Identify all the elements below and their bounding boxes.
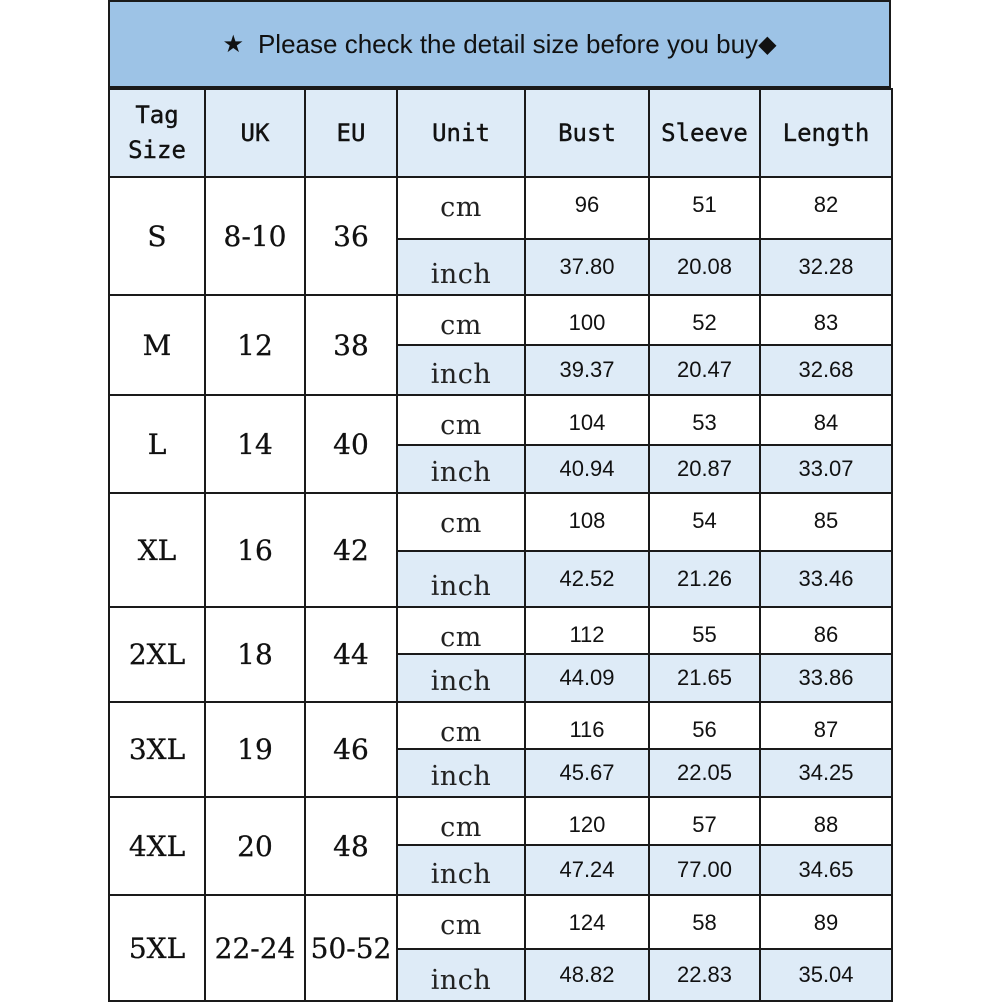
size-chart-table xyxy=(108,88,893,1002)
bust-cell: 108 xyxy=(525,493,649,551)
unit-cell: cm xyxy=(397,895,525,949)
length-cell: 32.28 xyxy=(760,239,892,295)
diamond-icon: ◆ xyxy=(758,30,777,58)
uk-size-cell: 22-24 xyxy=(205,895,305,1001)
unit-cell: cm xyxy=(397,395,525,445)
tag-size-cell: 2XL xyxy=(109,607,205,702)
eu-size-cell: 36 xyxy=(305,177,397,295)
bust-cell: 116 xyxy=(525,702,649,749)
uk-size-cell: 12 xyxy=(205,295,305,395)
sleeve-cell: 22.83 xyxy=(649,949,760,1001)
tag-size-cell: XL xyxy=(109,493,205,607)
unit-cell: inch xyxy=(397,654,525,702)
length-cell: 89 xyxy=(760,895,892,949)
tag-size-cell: M xyxy=(109,295,205,395)
star-icon: ★ xyxy=(222,30,244,58)
length-cell: 32.68 xyxy=(760,345,892,395)
length-cell: 84 xyxy=(760,395,892,445)
uk-size-cell: 16 xyxy=(205,493,305,607)
table-row xyxy=(109,702,892,749)
length-cell: 83 xyxy=(760,295,892,345)
sleeve-cell: 20.47 xyxy=(649,345,760,395)
bust-cell: 42.52 xyxy=(525,551,649,607)
tag-size-cell: 5XL xyxy=(109,895,205,1001)
table-row xyxy=(109,177,892,239)
length-cell: 86 xyxy=(760,607,892,654)
tag-size-cell: 4XL xyxy=(109,797,205,895)
length-cell: 35.04 xyxy=(760,949,892,1001)
uk-size-cell: 8-10 xyxy=(205,177,305,295)
uk-size-cell: 18 xyxy=(205,607,305,702)
sleeve-cell: 54 xyxy=(649,493,760,551)
bust-cell: 47.24 xyxy=(525,845,649,895)
unit-cell: cm xyxy=(397,295,525,345)
sleeve-cell: 20.87 xyxy=(649,445,760,493)
unit-cell: inch xyxy=(397,551,525,607)
bust-cell: 124 xyxy=(525,895,649,949)
unit-cell: cm xyxy=(397,177,525,239)
unit-cell: cm xyxy=(397,702,525,749)
header-uk: UK xyxy=(205,89,305,177)
bust-cell: 120 xyxy=(525,797,649,845)
eu-size-cell: 48 xyxy=(305,797,397,895)
unit-cell: inch xyxy=(397,845,525,895)
uk-size-cell: 19 xyxy=(205,702,305,797)
length-cell: 33.07 xyxy=(760,445,892,493)
bust-cell: 112 xyxy=(525,607,649,654)
unit-cell: cm xyxy=(397,797,525,845)
sleeve-cell: 53 xyxy=(649,395,760,445)
length-cell: 88 xyxy=(760,797,892,845)
length-cell: 85 xyxy=(760,493,892,551)
sleeve-cell: 51 xyxy=(649,177,760,239)
table-row xyxy=(109,295,892,345)
header-tag-size xyxy=(109,89,205,177)
bust-cell: 45.67 xyxy=(525,749,649,797)
sleeve-cell: 77.00 xyxy=(649,845,760,895)
header-length: Length xyxy=(760,89,892,177)
table-row xyxy=(109,395,892,445)
bust-cell: 100 xyxy=(525,295,649,345)
tag-size-cell: 3XL xyxy=(109,702,205,797)
tag-size-cell: S xyxy=(109,177,205,295)
header-tag-size-line2: Size xyxy=(128,136,186,164)
uk-size-cell: 14 xyxy=(205,395,305,493)
sleeve-cell: 55 xyxy=(649,607,760,654)
header-sleeve: Sleeve xyxy=(649,89,760,177)
unit-cell: inch xyxy=(397,345,525,395)
sleeve-cell: 58 xyxy=(649,895,760,949)
uk-size-cell: 20 xyxy=(205,797,305,895)
eu-size-cell: 42 xyxy=(305,493,397,607)
tag-size-cell: L xyxy=(109,395,205,493)
unit-cell: inch xyxy=(397,445,525,493)
bust-cell: 40.94 xyxy=(525,445,649,493)
unit-cell: cm xyxy=(397,607,525,654)
unit-cell: inch xyxy=(397,239,525,295)
length-cell: 87 xyxy=(760,702,892,749)
sleeve-cell: 21.26 xyxy=(649,551,760,607)
length-cell: 33.46 xyxy=(760,551,892,607)
sleeve-cell: 57 xyxy=(649,797,760,845)
length-cell: 82 xyxy=(760,177,892,239)
table-row xyxy=(109,493,892,551)
header-tag-size-line1: Tag xyxy=(135,101,179,130)
header-row xyxy=(109,89,892,177)
table-row xyxy=(109,607,892,654)
bust-cell: 39.37 xyxy=(525,345,649,395)
header-eu: EU xyxy=(305,89,397,177)
length-cell: 34.65 xyxy=(760,845,892,895)
unit-cell: cm xyxy=(397,493,525,551)
bust-cell: 37.80 xyxy=(525,239,649,295)
eu-size-cell: 50-52 xyxy=(305,895,397,1001)
size-chart-banner xyxy=(108,0,891,88)
bust-cell: 44.09 xyxy=(525,654,649,702)
header-bust: Bust xyxy=(525,89,649,177)
sleeve-cell: 20.08 xyxy=(649,239,760,295)
sleeve-cell: 56 xyxy=(649,702,760,749)
eu-size-cell: 38 xyxy=(305,295,397,395)
eu-size-cell: 40 xyxy=(305,395,397,493)
unit-cell: inch xyxy=(397,749,525,797)
table-row xyxy=(109,797,892,845)
bust-cell: 96 xyxy=(525,177,649,239)
header-unit: Unit xyxy=(397,89,525,177)
unit-cell: inch xyxy=(397,949,525,1001)
length-cell: 34.25 xyxy=(760,749,892,797)
table-row xyxy=(109,895,892,949)
sleeve-cell: 22.05 xyxy=(649,749,760,797)
length-cell: 33.86 xyxy=(760,654,892,702)
bust-cell: 48.82 xyxy=(525,949,649,1001)
sleeve-cell: 21.65 xyxy=(649,654,760,702)
eu-size-cell: 46 xyxy=(305,702,397,797)
bust-cell: 104 xyxy=(525,395,649,445)
banner-text: Please check the detail size before you buy xyxy=(257,28,759,59)
sleeve-cell: 52 xyxy=(649,295,760,345)
eu-size-cell: 44 xyxy=(305,607,397,702)
